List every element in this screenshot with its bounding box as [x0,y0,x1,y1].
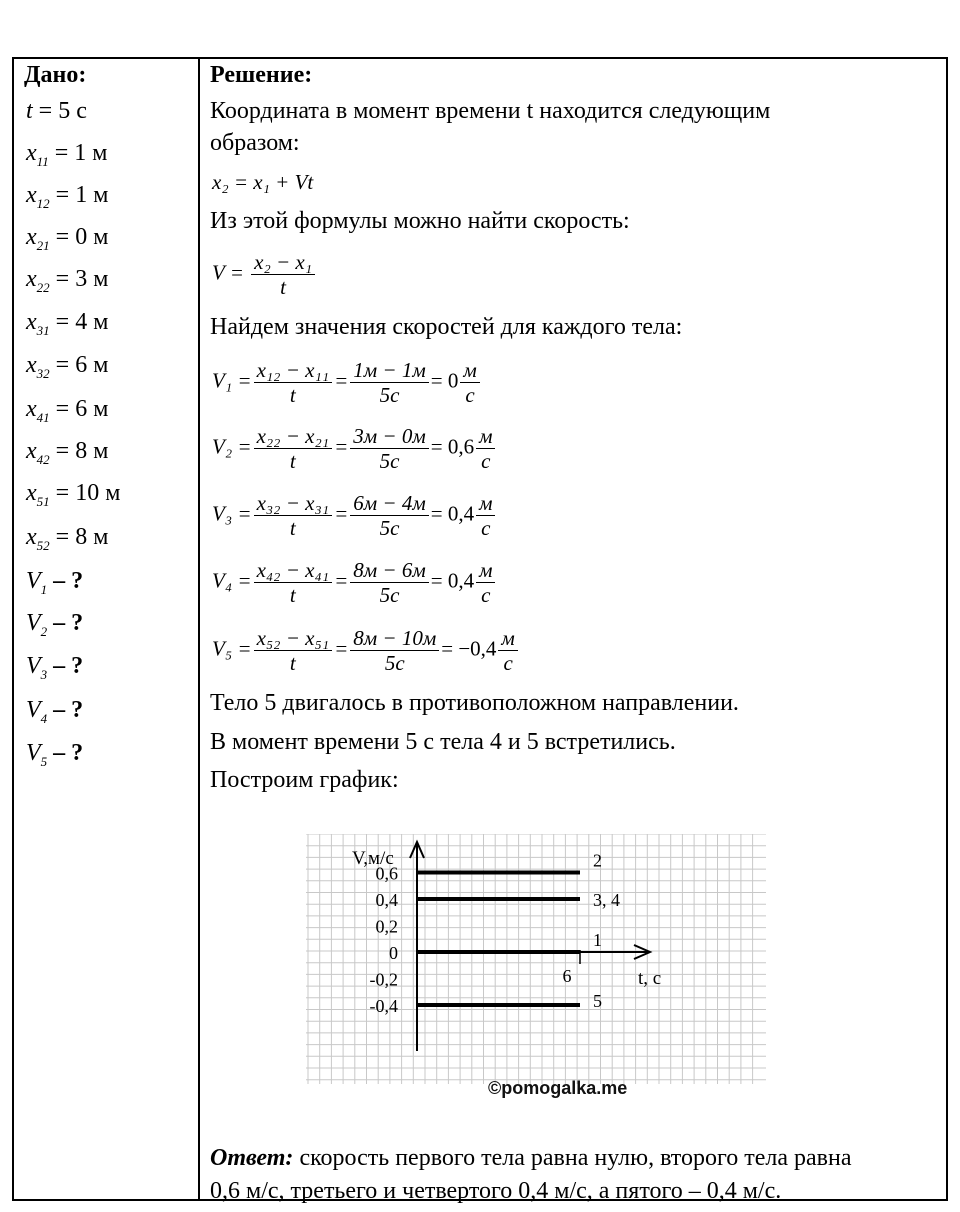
given-subscript: 2 [40,623,48,639]
given-subscript: 41 [36,409,50,425]
given-item [26,740,83,770]
given-item [26,524,108,554]
velocity-unit-num: м [460,358,479,383]
velocity-num-2: 8м − 6м [350,558,428,583]
given-symbol: t [26,98,33,124]
velocity-chart [298,834,768,1092]
velocity-result: = −0,4 [441,636,497,661]
given-value: = 8 м [55,438,109,464]
formula-velocity-den: t [280,275,286,299]
velocity-unit-den: с [503,651,513,675]
given-heading: Дано: [24,62,87,88]
formula-velocity-fraction [251,250,315,299]
velocity-den-1: t [289,583,296,607]
velocity-num-2: 1м − 1м [350,358,428,383]
given-subscript: 31 [36,322,50,338]
solution-line-6: В момент времени 5 с тела 4 и 5 встретились. [210,729,676,755]
equals-sign: = [334,434,349,459]
velocity-fraction-2 [350,558,428,607]
velocity-chart-svg [298,834,768,1092]
velocity-den-2: 5с [379,516,400,540]
given-value: = 4 м [55,309,109,335]
given-symbol: x [26,396,37,422]
series-label: 5 [593,991,602,1011]
velocity-num-1: x₂₂ − x₂₁ [254,424,333,449]
velocity-num-2: 3м − 0м [350,424,428,449]
velocity-lhs: V₃ = [212,501,252,526]
velocity-unit-num: м [498,626,517,651]
equals-sign: = [334,368,349,393]
velocity-den-2: 5с [379,383,400,407]
velocity-den-2: 5с [384,651,405,675]
answer-text-1: скорость первого тела равна нулю, второго тела равна [293,1145,852,1171]
given-value: – ? [53,653,84,679]
given-subscript: 22 [36,279,50,295]
velocity-result: = 0 [430,368,459,393]
given-value: – ? [53,610,84,636]
velocity-num-1: x₁₂ − x₁₁ [254,358,333,383]
given-value: = 0 м [55,224,109,250]
given-symbol: x [26,309,37,335]
given-symbol: V [26,653,41,679]
given-value: = 5 с [38,98,87,124]
given-subscript: 5 [40,753,48,769]
velocity-fraction-2 [350,424,428,473]
given-subscript: 51 [36,493,50,509]
formula-velocity-lhs: V = [212,260,244,285]
given-item [26,266,108,296]
given-symbol: V [26,697,41,723]
given-symbol: x [26,266,37,292]
velocity-num-2: 6м − 4м [350,491,428,516]
given-value: – ? [53,697,84,723]
series-label: 3, 4 [593,890,620,910]
formula-velocity [212,250,317,299]
given-subscript: 11 [36,153,49,169]
given-value: = 6 м [55,396,109,422]
y-tick-label: 0 [389,943,398,963]
given-item [26,140,107,170]
velocity-unit-den: с [481,516,491,540]
given-subscript: 3 [40,666,48,682]
velocity-fraction-1 [254,491,333,540]
velocity-unit [498,626,517,675]
velocity-den-1: t [289,651,296,675]
y-tick-label: 0,2 [375,916,398,937]
solution-line-3: Из этой формулы можно найти скорость: [210,208,630,234]
x-tick-label: 6 [562,966,572,986]
velocity-unit-den: с [481,449,491,473]
velocity-fraction-1 [254,358,333,407]
velocity-row [212,424,497,473]
given-symbol: x [26,524,37,550]
solution-line-7: Построим график: [210,767,399,793]
velocity-unit-num: м [476,491,495,516]
given-value: = 1 м [54,140,108,166]
given-value: = 6 м [55,352,109,378]
velocity-unit-num: м [476,424,495,449]
column-divider [198,57,200,1201]
equals-sign: = [334,636,349,661]
velocity-result: = 0,4 [430,501,475,526]
given-symbol: V [26,610,41,636]
velocity-result: = 0,4 [430,568,475,593]
given-item [26,182,108,212]
given-value: = 10 м [55,480,121,506]
given-subscript: 32 [36,365,50,381]
given-symbol: V [26,568,41,594]
given-subscript: 12 [36,195,50,211]
given-symbol: x [26,224,37,250]
velocity-unit-den: с [481,583,491,607]
velocity-num-1: x₃₂ − x₃₁ [254,491,333,516]
x-axis-label: t, с [638,968,662,989]
solution-line-1: Координата в момент времени t находится следующим [210,98,771,124]
given-value: – ? [53,740,84,766]
given-value: = 1 м [55,182,109,208]
solution-line-4: Найдем значения скоростей для каждого тела: [210,314,683,340]
velocity-lhs: V₅ = [212,636,252,661]
velocity-row [212,358,482,407]
given-symbol: x [26,352,37,378]
solution-line-2: образом: [210,130,300,156]
given-item [26,396,108,426]
solution-line-5: Тело 5 двигалось в противоположном направлении. [210,690,739,716]
velocity-unit [460,358,479,407]
solution-heading: Решение: [210,62,313,88]
series-label: 2 [593,850,602,871]
velocity-row [212,558,497,607]
formula-velocity-num: x₂ − x₁ [251,250,315,275]
velocity-unit [476,491,495,540]
velocity-num-1: x₄₂ − x₄₁ [254,558,333,583]
y-tick-label: -0,2 [369,969,398,990]
velocity-num-2: 8м − 10м [350,626,439,651]
velocity-unit-num: м [476,558,495,583]
given-item [26,438,108,468]
given-item [26,568,83,598]
velocity-lhs: V₁ = [212,368,252,393]
equals-sign: = [334,568,349,593]
given-subscript: 42 [36,451,50,467]
velocity-fraction-1 [254,558,333,607]
velocity-num-1: x₅₂ − x₅₁ [254,626,333,651]
given-value: = 8 м [55,524,109,550]
given-symbol: x [26,140,37,166]
velocity-den-1: t [289,516,296,540]
given-item [26,653,83,683]
velocity-fraction-1 [254,626,333,675]
given-subscript: 52 [36,537,50,553]
y-axis-label: V,м/с [352,848,394,869]
velocity-lhs: V₂ = [212,434,252,459]
given-item [26,480,120,510]
velocity-fraction-1 [254,424,333,473]
y-tick-label: 0,4 [375,890,398,910]
velocity-fraction-2 [350,626,439,675]
given-symbol: x [26,438,37,464]
answer-block [210,1142,851,1208]
given-symbol: x [26,480,37,506]
given-subscript: 21 [36,237,50,253]
velocity-den-1: t [289,383,296,407]
given-value: – ? [53,568,84,594]
series-label: 1 [593,930,602,950]
given-item [26,309,108,339]
answer-text-2: 0,6 м/с, третьего и четвертого 0,4 м/с, а пятого – 0,4 м/с. [210,1178,782,1204]
given-item [26,352,108,382]
velocity-den-1: t [289,449,296,473]
formula-coordinate: x₂ = x₁ + Vt [212,170,314,194]
velocity-row [212,626,520,675]
velocity-lhs: V₄ = [212,568,252,593]
y-tick-label: 0,6 [375,863,398,884]
given-item [26,610,83,640]
equals-sign: = [334,501,349,526]
given-symbol: V [26,740,41,766]
given-subscript: 1 [40,581,48,597]
velocity-den-2: 5с [379,449,400,473]
watermark: ©pomogalka.me [488,1078,628,1098]
given-value: = 3 м [55,266,109,292]
velocity-result: = 0,6 [430,434,475,459]
given-subscript: 4 [40,710,48,726]
answer-label: Ответ: [210,1145,294,1171]
velocity-row [212,491,497,540]
velocity-fraction-2 [350,491,428,540]
given-symbol: x [26,182,37,208]
velocity-fraction-2 [350,358,428,407]
given-item [26,98,87,128]
velocity-unit [476,424,495,473]
y-tick-label: -0,4 [369,996,398,1016]
velocity-unit [476,558,495,607]
given-item [26,697,83,727]
velocity-unit-den: с [465,383,475,407]
given-item [26,224,108,254]
velocity-den-2: 5с [379,583,400,607]
